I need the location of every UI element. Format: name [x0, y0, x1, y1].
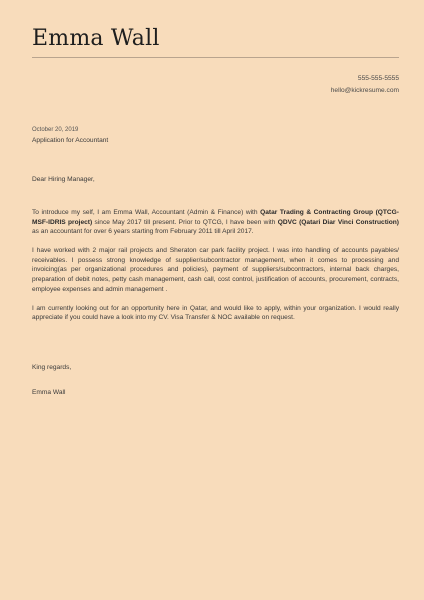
paragraph-text: To introduce my self, I am Emma Wall, Accountant (Admin & Finance) with — [32, 209, 261, 216]
paragraph-text: since May 2017 till present. Prior to QTCG, I have been with — [92, 218, 278, 226]
letter-subject: Application for Accountant — [32, 136, 109, 144]
employer-name: Qatar Trading & Contracting Group (QTCG-MSF-IDRIS project) — [32, 209, 400, 226]
header-divider — [32, 57, 399, 58]
previous-employer-name: QDVC (Qatari Diar Vinci Construction) — [277, 218, 399, 226]
phone-number: 555-555-5555 — [357, 75, 399, 82]
paragraph-intro — [32, 208, 399, 237]
paragraph-text: as an accountant for over 6 years starting from February 2011 till April 2017. — [32, 228, 254, 236]
greeting: Dear Hiring Manager, — [32, 176, 95, 183]
contact-info — [331, 73, 399, 96]
letter-body — [32, 208, 399, 332]
letter-date: October 20, 2019 — [32, 127, 79, 133]
letter-meta — [32, 126, 108, 145]
applicant-name: Emma Wall — [32, 26, 160, 51]
paragraph-experience: I have worked with 2 major rail projects and Sheraton car park facility project. I was into handling of accounts payables/ receivables. I possess strong knowledge of supplier/subcontractor management, when it comes to processing and invoicing(as per organizational procedures and policies), payment of suppliers/subcontractors, internal back charges, preparation of debit notes, petty cash management, cash call, cost control, justification of accounts, procurement, contracts, employee expenses and admin management . — [32, 247, 399, 293]
signature-name: Emma Wall — [32, 389, 66, 396]
email-address: hello@kickresume.com — [330, 86, 399, 94]
paragraph-request: I am currently looking out for an opportunity here in Qatar, and would like to apply, within your organization. I would really appreciate if you could have a look into my CV. Visa Transfer & NOC available on request. — [32, 304, 399, 322]
closing-phrase: King regards, — [32, 364, 72, 371]
